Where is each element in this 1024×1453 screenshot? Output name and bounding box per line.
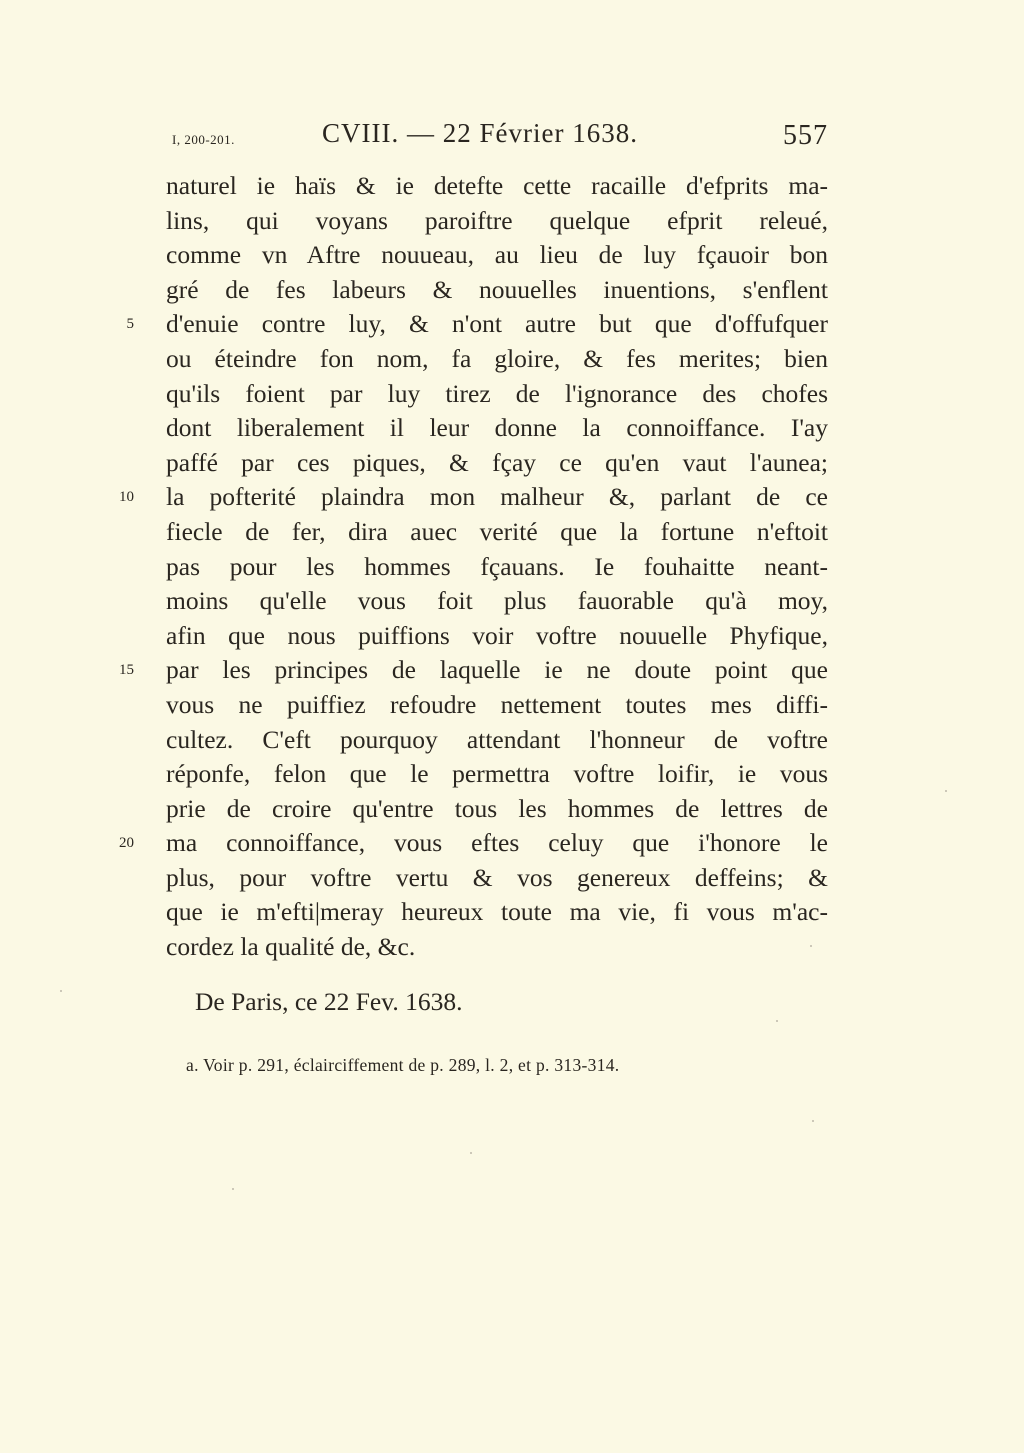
text-line <box>166 584 828 619</box>
line-text: moins qu'elle vous foit plus fauorable qu'à moy, <box>166 586 828 616</box>
text-line <box>119 480 828 515</box>
text-line <box>166 757 828 792</box>
footnote: a. Voir p. 291, éclairciffement de p. 289, l. 2, et p. 313-314. <box>186 1055 620 1075</box>
text-line <box>166 273 828 308</box>
line-text: plus, pour voftre vertu & vos genereux deffeins; & <box>166 862 828 892</box>
line-text: ou éteindre fon nom, fa gloire, & fes merites; bien <box>166 343 828 373</box>
text-line <box>166 895 828 930</box>
paper-speck <box>776 1020 778 1022</box>
text-line <box>166 861 828 896</box>
line-text: fiecle de fer, dira auec verité que la fortune n'eftoit <box>166 516 828 546</box>
line-text: gré de fes labeurs & nouuelles inuentions, s'enflent <box>166 274 828 304</box>
paper-speck <box>945 790 947 792</box>
paper-speck <box>60 990 62 992</box>
text-line <box>166 169 828 204</box>
line-text: afin que nous puiffions voir voftre nouuelle Phyfique, <box>166 620 828 650</box>
line-text: lins, qui voyans paroiftre quelque efprit releué, <box>166 205 828 235</box>
text-line <box>166 723 828 758</box>
line-text: comme vn Aftre nouueau, au lieu de luy fçauoir bon <box>166 240 828 270</box>
text-line <box>166 446 828 481</box>
line-number: 20 <box>119 835 134 852</box>
text-line <box>166 930 828 965</box>
text-line <box>166 619 828 654</box>
paper-speck <box>470 1152 472 1154</box>
line-text: prie de croire qu'entre tous les hommes de lettres de <box>166 793 828 823</box>
line-text: cordez la qualité de, &c. <box>166 932 416 962</box>
text-line <box>166 377 828 412</box>
line-text: cultez. C'eft pourquoy attendant l'honneur de voftre <box>166 724 828 754</box>
letter-body <box>119 169 828 965</box>
line-number: 10 <box>119 489 134 506</box>
paper-speck <box>812 1120 814 1122</box>
page-number: 557 <box>783 120 828 151</box>
paper-speck <box>810 945 812 947</box>
line-text: ma connoiffance, vous eftes celuy que i'honore le <box>166 828 828 858</box>
line-text: qu'ils foient par luy tirez de l'ignorance des chofes <box>166 378 828 408</box>
line-number: 5 <box>126 316 134 333</box>
line-text: réponfe, felon que le permettra voftre loifir, ie vous <box>166 759 828 789</box>
line-text: dont liberalement il leur donne la connoiffance. I'ay <box>166 413 828 443</box>
line-text: naturel ie haïs & ie detefte cette racaille d'efprits ma- <box>166 171 828 200</box>
line-text: vous ne puiffiez refoudre nettement toutes mes diffi- <box>166 689 828 719</box>
text-line <box>166 342 828 377</box>
paper-speck <box>232 1188 234 1190</box>
text-line <box>166 792 828 827</box>
text-line <box>166 688 828 723</box>
text-line <box>166 550 828 585</box>
line-text: d'enuie contre luy, & n'ont autre but que d'offufquer <box>166 309 828 339</box>
text-line <box>166 515 828 550</box>
line-text: pas pour les hommes fçauans. Ie fouhaitte neant- <box>166 551 828 581</box>
letter-title: CVIII. — 22 Février 1638. <box>322 118 638 148</box>
text-line <box>126 307 828 342</box>
text-line <box>119 653 828 688</box>
line-number: 15 <box>119 662 134 679</box>
volume-reference: I, 200-201. <box>172 132 235 147</box>
dateline: De Paris, ce 22 Fev. 1638. <box>195 987 463 1016</box>
line-text: que ie m'efti|meray heureux toute ma vie, fi vous m'ac- <box>166 897 828 927</box>
page-header <box>172 118 828 158</box>
line-text: paffé par ces piques, & fçay ce qu'en vaut l'aunea; <box>166 447 828 477</box>
text-line <box>166 411 828 446</box>
line-text: la pofterité plaindra mon malheur &, parlant de ce <box>166 482 828 512</box>
text-line <box>166 204 828 239</box>
line-text: par les principes de laquelle ie ne doute point que <box>166 655 828 685</box>
text-line <box>166 238 828 273</box>
text-line <box>119 826 828 861</box>
